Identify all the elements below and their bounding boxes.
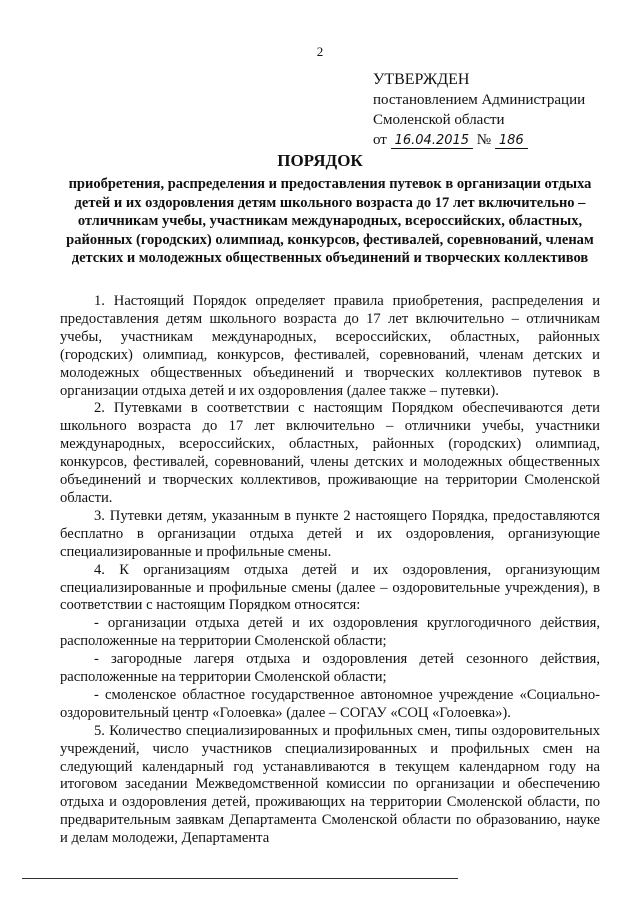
- paragraph-2: 2. Путевками в соответствии с настоящим Порядком обеспечиваются дети школьного возраста до 17 лет включительно – отличники учебы, участники международных, всероссийских, областных, районных (городских) олимпиад, конкурсов, фестивалей, соревнований, члены детских и молодежных общественных объединений и творческих коллективов, проживающие на территории Смоленской области.: [60, 400, 600, 506]
- approval-line-2: Смоленской области: [373, 112, 505, 128]
- document-title: ПОРЯДОК: [277, 151, 363, 170]
- list-item-3: - смоленское областное государственное автономное учреждение «Социально-оздоровительный центр «Голоевка» (далее – СОГАУ «СОЦ «Голоевка»).: [60, 686, 600, 721]
- paragraph-4: 4. К организациям отдыха детей и их оздоровления, организующим специализированные и профильные смены (далее – оздоровительные учреждения), в соответствии с настоящим Порядком относятся:: [60, 561, 600, 614]
- paragraph-3: 3. Путевки детям, указанным в пункте 2 настоящего Порядка, предоставляются бесплатно в организации отдыха детей и их оздоровления, организующие специализированные и профильные смены.: [60, 507, 600, 560]
- paragraph-1: 1. Настоящий Порядок определяет правила приобретения, распределения и предоставления детям школьного возраста до 17 лет включительно – отличникам учебы, участникам международных, всероссийских, областных, районных (городских) олимпиад, конкурсов, фестивалей, соревнований, членам детских и молодежных общественных объединений и творческих коллективов путевок в организации отдыха детей и их оздоровления (далее также – путевки).: [60, 293, 600, 399]
- date-prefix: от: [373, 132, 387, 148]
- handwritten-date: 16.04.2015: [391, 134, 473, 149]
- approval-line-1: постановлением Администрации: [373, 92, 586, 108]
- approval-block: [373, 70, 585, 150]
- document-subtitle: приобретения, распределения и предоставления путевок в организации отдыха детей и их оздоровления детям школьного возраста до 17 лет включительно – отличникам учебы, участникам международных, всероссийских, областных, районных (городских) олимпиад, конкурсов, фестивалей, соревнований, членам детских и молодежных общественных объединений и творческих коллективов: [66, 176, 594, 266]
- approval-heading: УТВЕРЖДЕН: [373, 71, 470, 88]
- number-prefix: №: [476, 132, 492, 148]
- page-number: 2: [316, 44, 324, 59]
- handwritten-number: 186: [495, 134, 528, 149]
- list-item-1: - организации отдыха детей и их оздоровления круглогодичного действия, расположенные на территории Смоленской области;: [60, 615, 600, 650]
- document-body: [60, 293, 600, 848]
- paragraph-5: 5. Количество специализированных и профильных смен, типы оздоровительных учреждений, число участников специализированных и профильных смен на следующий календарный год устанавливаются в текущем календарном году на итоговом заседании Межведомственной комиссии по организации и обеспечению отдыха и оздоровления детей, проживающих на территории Смоленской области, по предварительным заявкам Департамента Смоленской области по образованию, науке и делам молодежи, Департамента: [60, 722, 600, 847]
- approval-date-line: [373, 130, 585, 150]
- list-item-2: - загородные лагеря отдыха и оздоровления детей сезонного действия, расположенные на территории Смоленской области;: [60, 651, 600, 686]
- bottom-rule: [22, 878, 458, 879]
